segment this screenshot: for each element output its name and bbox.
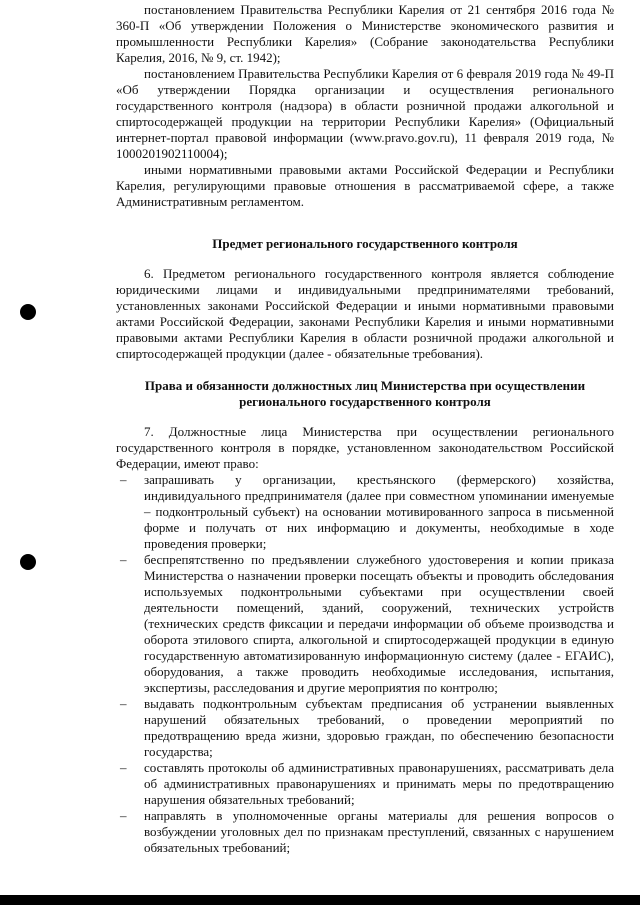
list-item-text: составлять протоколы об административных правонарушениях, рассматривать дела об административных правонарушениях и принимать меры по предотвращению нарушения обязательных требований;	[144, 760, 614, 807]
list-item	[116, 808, 614, 856]
document-body	[116, 2, 614, 856]
punch-hole	[20, 554, 36, 570]
rights-list	[116, 472, 614, 856]
list-item-text: запрашивать у организации, крестьянского (фермерского) хозяйства, индивидуального предпринимателя (далее при совместном упоминании именуемые – подконтрольный субъект) на основании мотивированного запроса в письменной форме и получать от них информацию и документы, необходимые в ходе проведения проверки;	[144, 472, 614, 551]
heading-rights-line-1: Права и обязанности должностных лиц Министерства при осуществлении	[144, 378, 586, 393]
heading-rights	[116, 378, 614, 410]
dash-marker: –	[120, 760, 127, 775]
dash-marker: –	[120, 552, 127, 567]
list-item-text: выдавать подконтрольным субъектам предписания об устранении выявленных нарушений обязательных требований, о проведении мероприятий по предотвращению вреда жизни, здоровью граждан, по обеспечению безопасности государства;	[144, 696, 614, 759]
list-item-text: беспрепятственно по предъявлении служебного удостоверения и копии приказа Министерства о назначении проверки посещать объекты и проводить обследования используемых подконтрольными субъектами при осуществлении своей деятельности помещений, зданий, сооружений, технических устройств (технических средств фиксации и передачи информации об объеме производства и оборота этилового спирта, алкогольной и спиртосодержащей продукции в единую государственную автоматизированную информационную систему (далее - ЕГАИС), оборудования, а также проводить необходимые исследования, испытания, экспертизы, расследования и другие мероприятия по контролю;	[144, 552, 614, 695]
heading-subject: Предмет регионального государственного контроля	[212, 236, 518, 251]
list-item	[116, 472, 614, 552]
list-item-text: направлять в уполномоченные органы материалы для решения вопросов о возбуждении уголовных дел по признакам преступлений, связанных с нарушением обязательных требований;	[144, 808, 614, 855]
list-item	[116, 760, 614, 808]
paragraph-intro-1: постановлением Правительства Республики Карелия от 21 сентября 2016 года № 360-П «Об утверждении Положения о Министерстве экономического развития и промышленности Республики Карелия» (Собрание законодательства Республики Карелия, 2016, № 9, ст. 1942);	[116, 2, 614, 65]
paragraph-7: 7. Должностные лица Министерства при осуществлении регионального государственного контроля в порядке, установленном законодательством Российской Федерации, имеют право:	[116, 424, 614, 471]
paragraph-intro-3: иными нормативными правовыми актами Российской Федерации и Республики Карелия, регулирующими правовые отношения в рассматриваемой сфере, а также Административным регламентом.	[116, 162, 614, 209]
dash-marker: –	[120, 696, 127, 711]
punch-hole	[20, 304, 36, 320]
paragraph-intro-2: постановлением Правительства Республики Карелия от 6 февраля 2019 года № 49-П «Об утверждении Порядка организации и осуществления регионального государственного контроля (надзора) в области розничной продажи алкогольной и спиртосодержащей продукции на территории Республики Карелия» (Официальный интернет-портал правовой информации (www.pravo.gov.ru), 11 февраля 2019 года, № 1000201902110004);	[116, 66, 614, 161]
list-item	[116, 552, 614, 696]
dash-marker: –	[120, 808, 127, 823]
list-item	[116, 696, 614, 760]
dash-marker: –	[120, 472, 127, 487]
scan-edge	[0, 895, 640, 905]
paragraph-6: 6. Предметом регионального государственного контроля является соблюдение юридическими лицами и индивидуальными предпринимателями требований, установленных законами Российской Федерации и иными нормативными правовыми актами Российской Федерации, законами Республики Карелия и иными нормативными правовыми актами Республики Карелия в области розничной продажи алкогольной и спиртосодержащей продукции (далее - обязательные требования).	[116, 266, 614, 361]
heading-rights-line-2: регионального государственного контроля	[239, 394, 491, 409]
